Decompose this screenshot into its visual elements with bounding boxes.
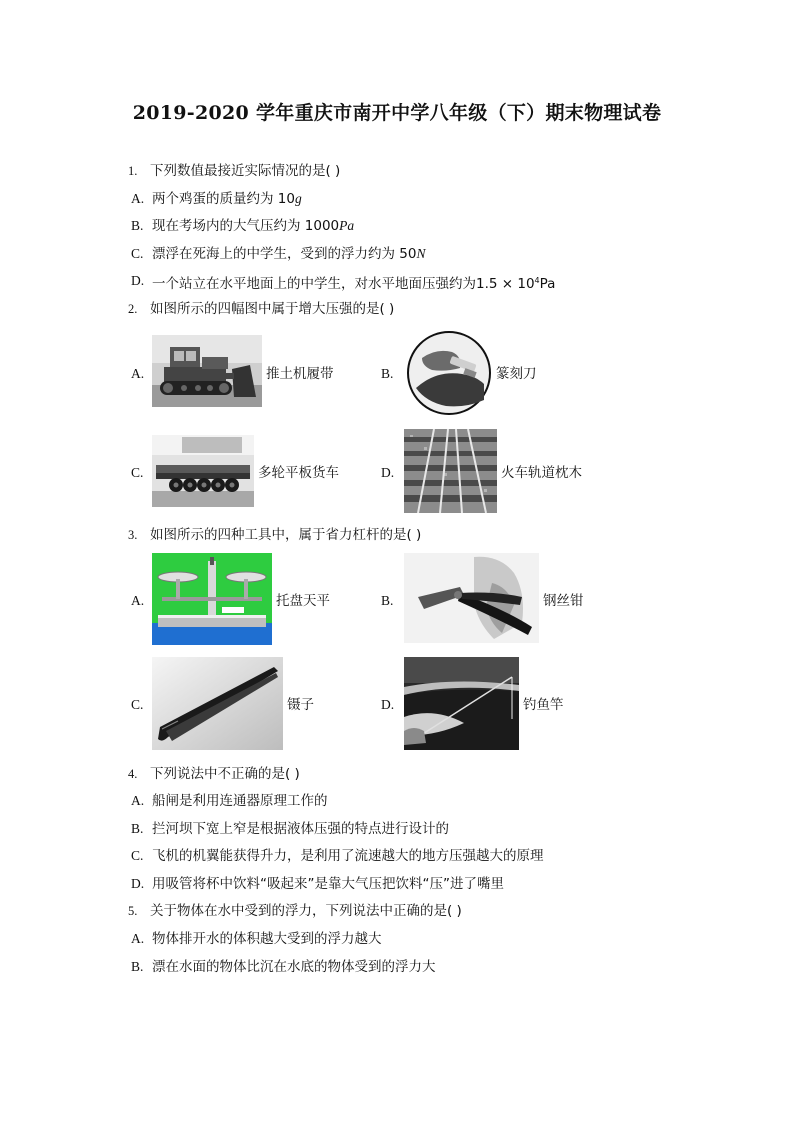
option-label: 多轮平板货车 (258, 465, 339, 481)
tweezers-image (152, 657, 283, 750)
option-label: 镊子 (287, 697, 314, 713)
option-letter: B. (381, 366, 394, 381)
option-letter: A. (131, 366, 145, 381)
question-number: 2. (128, 302, 138, 316)
option-text (152, 217, 354, 235)
option-label: 火车轨道枕木 (501, 465, 582, 481)
option-letter: D. (131, 876, 145, 891)
question-stem: 关于物体在水中受到的浮力，下列说法中正确的是( ) (150, 903, 462, 919)
option-text (152, 190, 302, 208)
option-text (152, 272, 555, 293)
option-letter: A. (131, 793, 145, 808)
question-stem: 下列数值最接近实际情况的是( ) (150, 163, 341, 179)
option-text-main: 两个鸡蛋的质量约为 10 (152, 191, 295, 207)
unit-symbol: g (294, 191, 302, 206)
flatbed-truck-image (152, 435, 254, 507)
option-label: 推土机履带 (266, 366, 334, 382)
unit-symbol: N (416, 246, 426, 261)
option-letter: A. (131, 931, 145, 946)
question-stem: 如图所示的四种工具中，属于省力杠杆的是( ) (150, 527, 422, 543)
option-letter: B. (381, 593, 394, 608)
bulldozer-image (152, 335, 262, 407)
option-label: 托盘天平 (276, 593, 330, 609)
option-letter: D. (381, 465, 395, 480)
option-text-main: 漂浮在死海上的中学生，受到的浮力约为 50 (152, 246, 417, 262)
option-letter: C. (131, 697, 144, 712)
balance-scale-image (152, 553, 272, 645)
railway-sleepers-image (404, 429, 497, 513)
option-letter: B. (131, 821, 144, 836)
pliers-image (404, 553, 539, 643)
option-letter: C. (131, 465, 144, 480)
question-stem: 如图所示的四幅图中属于增大压强的是( ) (150, 301, 395, 317)
option-letter: B. (131, 218, 144, 233)
option-letter: A. (131, 593, 145, 608)
option-label: 钢丝钳 (543, 593, 584, 609)
question-number: 3. (128, 528, 138, 542)
option-text: 船闸是利用连通器原理工作的 (152, 793, 328, 809)
option-text: 漂在水面的物体比沉在水底的物体受到的浮力大 (152, 959, 436, 975)
unit-symbol: Pa (539, 276, 556, 292)
option-text (152, 245, 426, 263)
option-letter: C. (131, 246, 144, 261)
option-text: 用吸管将杯中饮料“吸起来”是靠大气压把饮料“压”进了嘴里 (152, 876, 504, 892)
exponent: 4 (534, 276, 540, 285)
question-number: 5. (128, 904, 138, 918)
option-text: 飞机的机翼能获得升力，是利用了流速越大的地方压强越大的原理 (152, 848, 544, 864)
option-letter: D. (381, 697, 395, 712)
fishing-rod-image (404, 657, 519, 750)
page-title: 2019-2020 学年重庆市南开中学八年级（下）期末物理试卷 (132, 102, 662, 124)
unit-symbol: Pa (339, 218, 355, 233)
option-label: 篆刻刀 (496, 366, 537, 382)
question-number: 1. (128, 164, 138, 178)
question-stem: 下列说法中不正确的是( ) (150, 766, 300, 782)
option-text-main: 一个站立在水平地面上的中学生，对水平地面压强约为1.5 × 10 (152, 276, 535, 292)
option-text: 物体排开水的体积越大受到的浮力越大 (152, 931, 382, 947)
option-text: 拦河坝下宽上窄是根据液体压强的特点进行设计的 (152, 821, 449, 837)
carving-knife-image (406, 330, 492, 416)
option-text-main: 现在考场内的大气压约为 1000 (152, 218, 340, 234)
option-letter: D. (131, 273, 145, 288)
option-letter: A. (131, 191, 145, 206)
option-label: 钓鱼竿 (523, 697, 564, 713)
option-letter: B. (131, 959, 144, 974)
option-letter: C. (131, 848, 144, 863)
question-number: 4. (128, 767, 138, 781)
